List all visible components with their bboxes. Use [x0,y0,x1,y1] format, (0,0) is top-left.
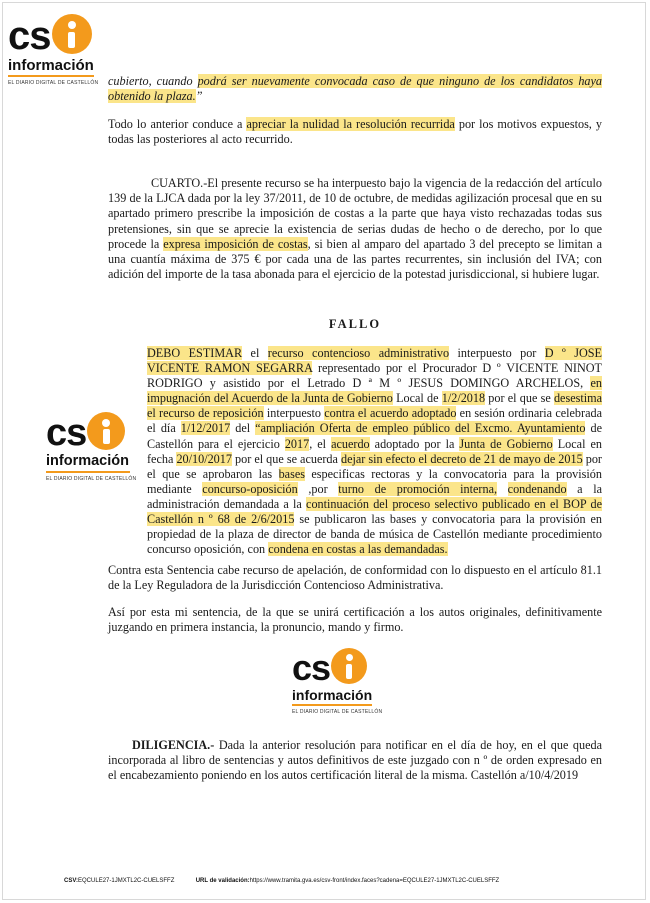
text-run: se publicaron las bases y convocatoria para la provisión en propiedad de la plaza de director de banda de música de Castellón mediante procedimiento concurso oposición, con [147,512,602,557]
highlighted-text: turno de promoción interna, [338,481,498,496]
logo-top [8,14,98,86]
highlighted-text: “ampliación Oferta de empleo público del Excmo. Ayuntamiento [255,421,586,436]
paragraph-cuarto [108,176,602,282]
logo-center [292,648,382,715]
highlighted-text: condenando [507,481,567,496]
highlighted-text: apreciar la nulidad la resolución recurrida [246,117,455,131]
url-label: URL de validación: [195,878,250,884]
logo-subtitle: EL DIARIO DIGITAL DE CASTELLÓN [46,475,137,482]
paragraph-asi: Así por esta mi sentencia, de la que se unirá certificación a los autos originales, definitivamente juzgando en primera instancia, la pronuncio, mando y firmo. [108,605,602,635]
text-run: cubierto, cuando [108,74,198,88]
highlighted-text: 2017 [284,436,310,451]
text-run: por el que se aprobaron las [147,451,602,481]
text-run: adoptado por la [369,436,460,451]
highlighted-text: podrá ser nuevamente convocada caso de que ninguno de los candidatos haya obtenido la plaza. [108,74,603,104]
highlighted-text: expresa imposición de costas [163,236,308,251]
text-run: Todo lo anterior conduce a [108,117,247,131]
text-run: interpuesto [263,406,325,421]
text-run: , si bien al amparo del apartado 3 del precepto se limitan a una cuantía máxima de 375 € por cada una de las partes recurrentes, sin inclusión del IVA; con adición del importe de la tasa abonada para el ejercicio de la potestad jurisdiccional, si hubiere lugar. [108,236,602,282]
text-run: ” [195,89,203,104]
highlighted-text: 20/10/2017 [176,451,232,466]
footer-validation [64,878,499,884]
logo-cs-text: cs [8,14,51,58]
highlighted-text: condena en costas a las demandadas. [268,542,448,557]
logo-cs-text: cs [46,412,87,454]
diligencia-text: Dada la anterior resolución para notificar en el día de hoy, en el que queda incorporada al libro de sentencias y autos definitivos de este juzgado con n º de orden expresado en el encabezamiento poniendo en los autos certificación literal de la misma. Castellón a/10/4/2019 [108,738,602,783]
highlighted-text: 1/12/2017 [180,421,231,436]
csv-value: EQCULE27-1JMXTL2C-CUELSFFZ [78,878,175,884]
highlighted-text: 1/2/2018 [441,391,486,406]
text-run: por los motivos expuestos, y todas las posteriores al acto recurrido. [108,117,602,147]
text-run: del [230,421,256,436]
highlighted-text: concurso-oposición [202,481,298,496]
text-run: Local en fecha [147,436,602,466]
highlighted-text: D º JOSE VICENTE RAMON SEGARRA [147,346,603,376]
text-run: en sesión ordinaria celebrada el día [147,406,602,436]
highlighted-text: acuerdo [331,436,370,451]
highlighted-text: DEBO ESTIMAR [147,346,243,360]
text-run: CUARTO.-El presente recurso se ha interpuesto bajo la vigencia de la redacción del artículo 139 de la LJCA dada por la ley 37/2011, de 10 de octubre, de medidas agilización procesal que en su apartado primero prescribe la imposición de costas a la parte que haya visto rechazadas todas sus pretensiones, sin que se aprecie la existencia de serias dudas de hecho o de derecho, por lo que procede la [108,176,602,251]
paragraph-fallo [147,346,602,557]
text-run: representado por el Procurador D º VICENTE NINOT RODRIGO y asistido por el Letrado D ª M º JESUS DOMINGO ARCHELOS, [147,361,602,391]
text-run: interpuesto por [449,346,545,360]
highlighted-text: contra el acuerdo adoptado [324,406,457,421]
logo-info-icon [87,412,125,450]
text-run: Local de [392,391,442,406]
text-run: por el que se acuerda [231,451,341,466]
highlighted-text: desestima el recurso de reposición [147,391,603,421]
logo-middle [46,412,136,482]
logo-info-icon [331,648,367,684]
logo-subtitle: EL DIARIO DIGITAL DE CASTELLÓN [292,709,383,715]
text-run: , el [309,436,332,451]
text-run: por el que se [485,391,554,406]
text-run [497,482,508,496]
logo-info-icon [52,14,92,54]
diligencia-label: DILIGENCIA.- [132,738,215,752]
csv-label: CSV: [64,878,79,884]
paragraph-diligencia [108,738,602,784]
paragraph-contra: Contra esta Sentencia cabe recurso de apelación, de conformidad con lo dispuesto en el artículo 81.1 de la Ley Reguladora de la Jurisdicción Contencioso Administrativa. [108,563,602,593]
logo-word: información [8,57,94,74]
highlighted-text: Junta de Gobierno [459,436,553,451]
highlighted-text: en impugnación del Acuerdo de la Junta de Gobierno [147,376,602,406]
logo-subtitle: EL DIARIO DIGITAL DE CASTELLÓN [8,80,99,86]
text-run: especificas rectoras y la convocatoria para la provisión mediante [147,466,602,496]
paragraph-todo [108,117,602,147]
text-run: ,por [297,481,339,496]
fallo-heading: FALLO [328,317,382,331]
logo-word: información [292,687,373,703]
text-run: el [242,346,268,360]
highlighted-text: dejar sin efecto el decreto de 21 de mayo de 2015 [340,451,583,466]
text-run: a la administración demandada a la [147,481,603,511]
paragraph-top [108,74,602,104]
text-run: de Castellón para el ejercicio [147,421,602,451]
url-value[interactable]: https://www.tramita.gva.es/csv-front/index.faces?cadena=EQCULE27-1JMXTL2C-CUELSFFZ [249,878,500,884]
highlighted-text: continuación del proceso selectivo publicado en el BOP de Castellón n º 68 de 2/6/2015 [147,496,602,527]
highlighted-text: recurso contencioso administrativo [267,346,450,360]
logo-word: información [46,453,129,469]
logo-cs-text: cs [292,647,331,688]
highlighted-text: bases [278,466,305,481]
